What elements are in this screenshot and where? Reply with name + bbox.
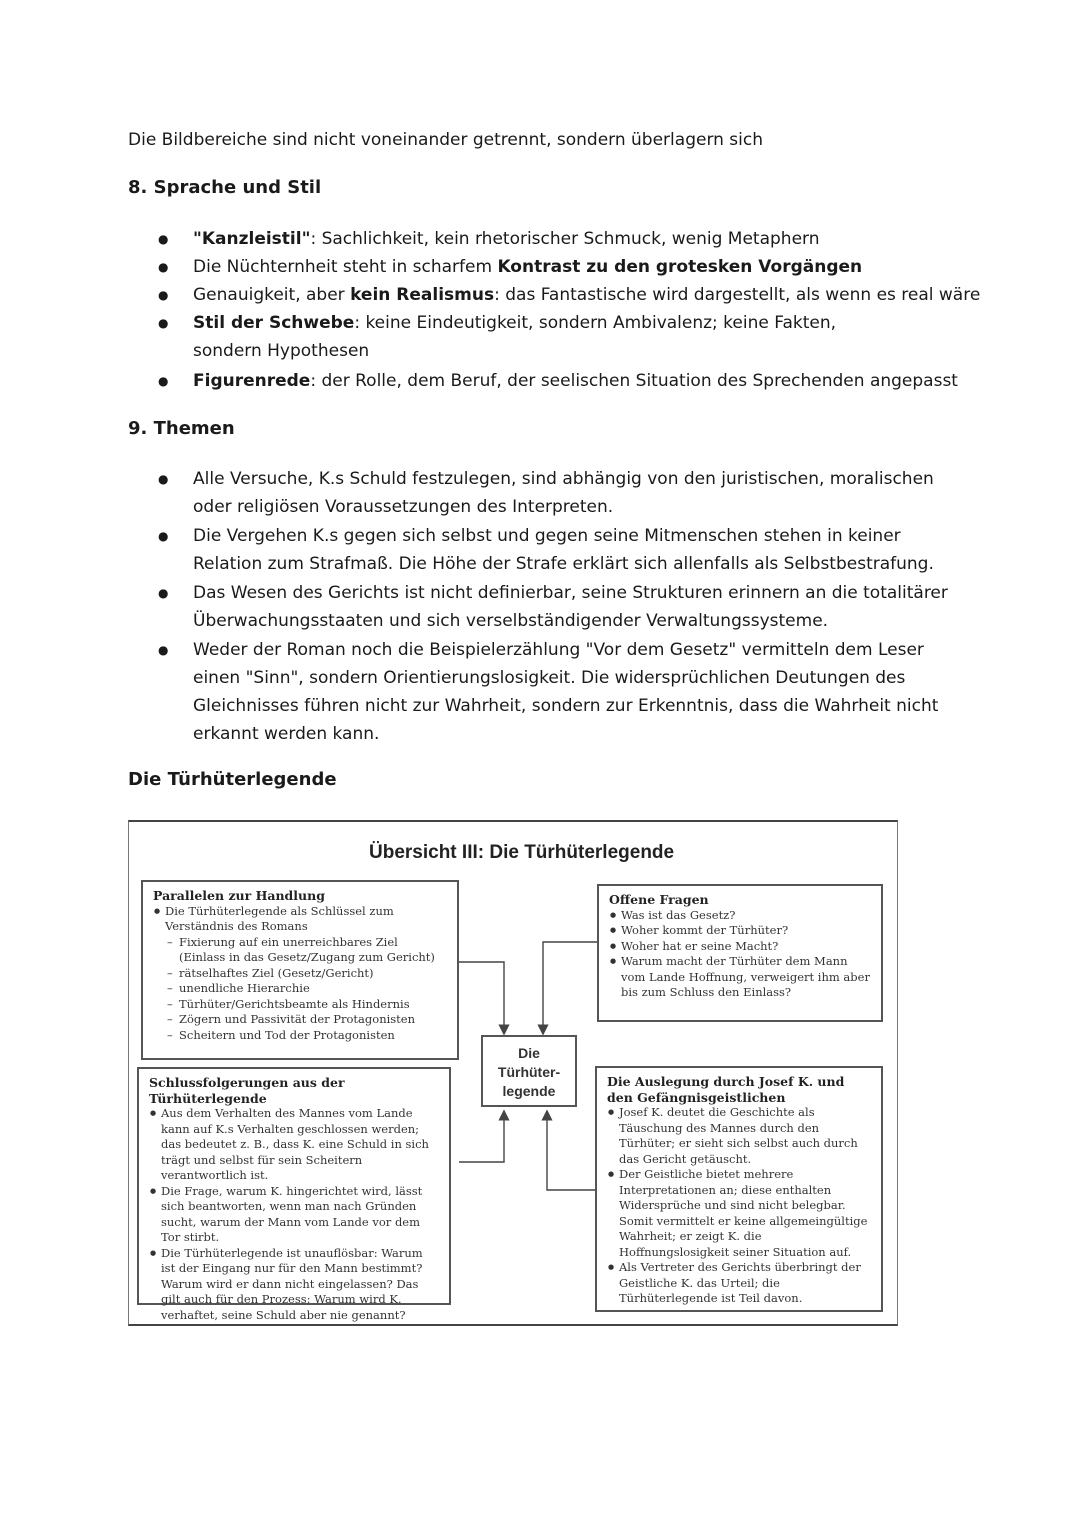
list-item: ● Warum macht der Türhüter dem Mann vom Lande Hoffnung, verweigert ihm aber bis zum Schluss den Einlass? [609, 954, 871, 1001]
list-item: ● Die Türhüterlegende als Schlüssel zum Verständnis des Romans [153, 904, 447, 935]
list-item: ● Die Türhüterlegende ist unauflösbar: Warum ist der Eingang nur für den Mann bestimmt? Warum wird er dann nicht eingelassen? Das gilt auch für den Prozess: Warum wird K. verhaftet, seine Schuld aber nie genannt? [149, 1246, 439, 1324]
list-item: ● Josef K. deutet die Geschichte als Täuschung des Mannes durch den Türhüter; er sieht sich selbst auch durch das Gericht getäuscht. [607, 1105, 871, 1167]
center-node: Die Türhüter- legende [481, 1035, 577, 1107]
schluss-box [137, 1067, 451, 1322]
legend-heading: Die Türhüterlegende [128, 769, 337, 790]
list-item: ● Die Frage, warum K. hingerichtet wird, lässt sich beantworten, wenn man nach Gründen sucht, warum der Mann vom Lande vor dem Tor stirbt. [149, 1184, 439, 1246]
overview-figure [128, 820, 898, 1326]
fragen-title: Offene Fragen [609, 892, 709, 907]
list-item: ● Woher kommt der Türhüter? [609, 923, 871, 939]
figure-title: Übersicht III: Die Türhüterlegende [369, 842, 675, 863]
list-item: – Fixierung auf ein unerreichbares Ziel (Einlass in das Gesetz/Zugang zum Gericht) [153, 935, 447, 966]
list-item: ● Aus dem Verhalten des Mannes vom Lande kann auf K.s Verhalten geschlossen werden; das bedeutet z. B., dass K. eine Schuld in sich trägt und selbst für sein Scheitern verantwortlich ist. [149, 1106, 439, 1184]
parallelen-box [141, 880, 459, 1060]
list-item: – rätselhaftes Ziel (Gesetz/Gericht) [153, 966, 447, 982]
list-item: ● Der Geistliche bietet mehrere Interpretationen an; diese enthalten Widersprüche und sind nicht belegbar. Somit vermittelt er keine allgemeingültige Wahrheit; er zeigt K. die Hoffnungslosigkeit seiner Situation auf. [607, 1167, 871, 1260]
list-item: ● Weder der Roman noch die Beispielerzählung "Vor dem Gesetz" vermitteln dem Leser einen "Sinn", sondern Orientierungslosigkeit. Die widersprüchlichen Deutungen des Gleichnisses führen nicht zur Wahrheit, sondern zur Erkenntnis, dass die Wahrheit nicht erkannt werden kann. [158, 636, 958, 748]
list-item: ● Genauigkeit, aber kein Realismus: das Fantastische wird dargestellt, als wenn es real wäre [158, 281, 980, 309]
list-item: – Scheitern und Tod der Protagonisten [153, 1028, 447, 1044]
list-item: – Zögern und Passivität der Protagonisten [153, 1012, 447, 1028]
list-item: ● Figurenrede: der Rolle, dem Beruf, der seelischen Situation des Sprechenden angepasst [158, 367, 980, 395]
list-item: – Türhüter/Gerichtsbeamte als Hindernis [153, 997, 447, 1013]
fragen-box [597, 884, 883, 1022]
list-item: ● Stil der Schwebe: keine Eindeutigkeit, sondern Ambivalenz; keine Fakten, sondern Hypothesen [158, 309, 893, 365]
section-9-list [158, 465, 958, 748]
section-8-list [158, 225, 980, 395]
list-item: ● Die Nüchternheit steht in scharfem Kontrast zu den grotesken Vorgängen [158, 253, 980, 281]
list-item: ● Woher hat er seine Macht? [609, 939, 871, 955]
auslegung-box [595, 1066, 883, 1312]
list-item: ● Die Vergehen K.s gegen sich selbst und gegen seine Mitmenschen stehen in keiner Relation zum Strafmaß. Die Höhe der Strafe erklärt sich allenfalls als Selbstbestrafung. [158, 522, 958, 578]
list-item: ● "Kanzleistil": Sachlichkeit, kein rhetorischer Schmuck, wenig Metaphern [158, 225, 980, 253]
schluss-title: Schlussfolgerungen aus der Türhüterlegende [149, 1075, 345, 1106]
list-item: ● Als Vertreter des Gerichts überbringt der Geistliche K. das Urteil; die Türhüterlegende ist Teil davon. [607, 1260, 871, 1307]
intro-text: Die Bildbereiche sind nicht voneinander getrennt, sondern überlagern sich [128, 130, 764, 150]
list-item: – unendliche Hierarchie [153, 981, 447, 997]
list-item: ● Alle Versuche, K.s Schuld festzulegen, sind abhängig von den juristischen, moralischen oder religiösen Voraussetzungen des Interpreten. [158, 465, 958, 521]
section-9-heading: 9. Themen [128, 418, 235, 439]
list-item: ● Was ist das Gesetz? [609, 908, 871, 924]
list-item: ● Das Wesen des Gerichts ist nicht definierbar, seine Strukturen erinnern an die totalitärer Überwachungsstaaten und sich verselbständigender Verwaltungssysteme. [158, 579, 958, 635]
parallelen-title: Parallelen zur Handlung [153, 888, 325, 903]
auslegung-title: Die Auslegung durch Josef K. und den Gefängnisgeistlichen [607, 1074, 845, 1105]
section-8-heading: 8. Sprache und Stil [128, 177, 322, 198]
